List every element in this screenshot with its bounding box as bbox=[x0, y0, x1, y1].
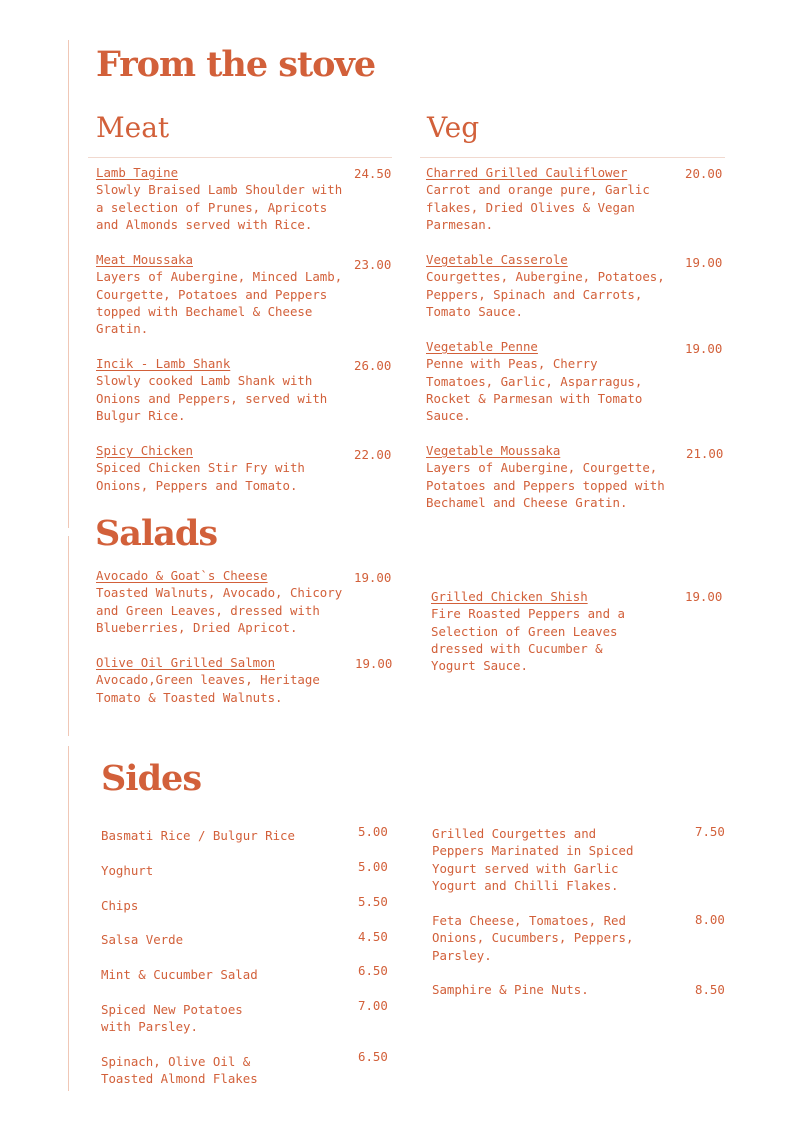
side-item-name: Yoghurt bbox=[101, 863, 154, 878]
menu-item bbox=[426, 442, 676, 511]
side-item-price: 6.50 bbox=[358, 963, 388, 978]
menu-item bbox=[96, 442, 356, 494]
item-description: Slowly Braised Lamb Shoulder with a selection of Prunes, Apricots and Almonds served with Rice. bbox=[96, 182, 343, 232]
menu-item bbox=[96, 355, 356, 424]
item-price: 23.00 bbox=[354, 257, 392, 272]
item-description: Carrot and orange pure, Garlic flakes, Dried Olives & Vegan Parmesan. bbox=[426, 182, 650, 232]
item-price: 19.00 bbox=[685, 341, 723, 356]
side-item-name: Feta Cheese, Tomatoes, Red Onions, Cucumbers, Peppers, Parsley. bbox=[432, 913, 634, 963]
meat-divider bbox=[88, 157, 392, 158]
side-item-price: 5.00 bbox=[358, 859, 388, 874]
item-description: Avocado,Green leaves, Heritage Tomato & Toasted Walnuts. bbox=[96, 672, 320, 705]
item-name: Grilled Chicken Shish bbox=[431, 589, 588, 604]
item-name: Avocado & Goat`s Cheese bbox=[96, 568, 268, 583]
item-name: Spicy Chicken bbox=[96, 443, 193, 458]
side-item-price: 8.50 bbox=[695, 982, 725, 997]
side-item-price: 8.00 bbox=[695, 912, 725, 927]
side-item-name: Grilled Courgettes and Peppers Marinated in Spiced Yogurt served with Garlic Yogurt and Chilli Flakes. bbox=[432, 826, 634, 893]
side-item-price: 5.00 bbox=[358, 824, 388, 839]
item-price: 24.50 bbox=[354, 166, 392, 181]
menu-item bbox=[426, 164, 676, 233]
item-name: Lamb Tagine bbox=[96, 165, 179, 180]
menu-item bbox=[426, 251, 676, 320]
side-item-name: Basmati Rice / Bulgur Rice bbox=[101, 828, 295, 843]
item-name: Olive Oil Grilled Salmon bbox=[96, 655, 276, 670]
item-price: 19.00 bbox=[685, 589, 723, 604]
item-name: Vegetable Casserole bbox=[426, 252, 568, 267]
sides-heading: Sides bbox=[101, 758, 202, 799]
item-price: 20.00 bbox=[685, 166, 723, 181]
menu-item bbox=[431, 588, 671, 674]
item-name: Meat Moussaka bbox=[96, 252, 193, 267]
item-price: 26.00 bbox=[354, 358, 392, 373]
menu-item bbox=[96, 251, 356, 337]
side-item-name: Mint & Cucumber Salad bbox=[101, 967, 258, 982]
page-title: From the stove bbox=[96, 44, 376, 85]
side-item-name: Samphire & Pine Nuts. bbox=[432, 982, 589, 997]
item-name: Charred Grilled Cauliflower bbox=[426, 165, 628, 180]
item-name: Vegetable Penne bbox=[426, 339, 538, 354]
veg-heading: Veg bbox=[427, 111, 480, 144]
item-description: Slowly cooked Lamb Shank with Onions and Peppers, served with Bulgur Rice. bbox=[96, 373, 328, 423]
meat-heading: Meat bbox=[96, 111, 170, 144]
side-item-name: Spiced New Potatoes with Parsley. bbox=[101, 1002, 243, 1035]
menu-item bbox=[96, 567, 356, 636]
menu-item bbox=[96, 164, 356, 233]
side-item-price: 5.50 bbox=[358, 894, 388, 909]
item-name: Vegetable Moussaka bbox=[426, 443, 561, 458]
item-description: Courgettes, Aubergine, Potatoes, Peppers, Spinach and Carrots, Tomato Sauce. bbox=[426, 269, 665, 319]
menu-item bbox=[426, 338, 676, 424]
left-rule-bottom bbox=[68, 746, 69, 1091]
item-description: Layers of Aubergine, Minced Lamb, Courgette, Potatoes and Peppers topped with Bechamel & Cheese Gratin. bbox=[96, 269, 343, 337]
item-price: 22.00 bbox=[354, 447, 392, 462]
item-price: 19.00 bbox=[354, 570, 392, 585]
left-rule-top bbox=[68, 40, 69, 528]
side-item-price: 7.00 bbox=[358, 998, 388, 1013]
salads-heading: Salads bbox=[95, 513, 218, 554]
item-description: Toasted Walnuts, Avocado, Chicory and Green Leaves, dressed with Blueberries, Dried Apricot. bbox=[96, 585, 343, 635]
item-price: 19.00 bbox=[355, 656, 393, 671]
item-price: 19.00 bbox=[685, 255, 723, 270]
item-description: Spiced Chicken Stir Fry with Onions, Peppers and Tomato. bbox=[96, 460, 305, 493]
side-item-name: Salsa Verde bbox=[101, 932, 184, 947]
item-price: 21.00 bbox=[686, 446, 724, 461]
menu-item bbox=[96, 654, 356, 706]
side-item-name: Chips bbox=[101, 898, 139, 913]
item-description: Fire Roasted Peppers and a Selection of Green Leaves dressed with Cucumber & Yogurt Sauce. bbox=[431, 606, 625, 674]
item-description: Layers of Aubergine, Courgette, Potatoes and Peppers topped with Bechamel and Cheese Gratin. bbox=[426, 460, 665, 510]
side-item-price: 7.50 bbox=[695, 824, 725, 839]
left-rule-middle bbox=[68, 536, 69, 736]
side-item-price: 6.50 bbox=[358, 1049, 388, 1064]
side-item-price: 4.50 bbox=[358, 929, 388, 944]
side-item-name: Spinach, Olive Oil & Toasted Almond Flakes bbox=[101, 1054, 258, 1087]
veg-divider bbox=[420, 157, 725, 158]
item-name: Incik - Lamb Shank bbox=[96, 356, 231, 371]
item-description: Penne with Peas, Cherry Tomatoes, Garlic, Asparragus, Rocket & Parmesan with Tomato Sauce. bbox=[426, 356, 643, 424]
